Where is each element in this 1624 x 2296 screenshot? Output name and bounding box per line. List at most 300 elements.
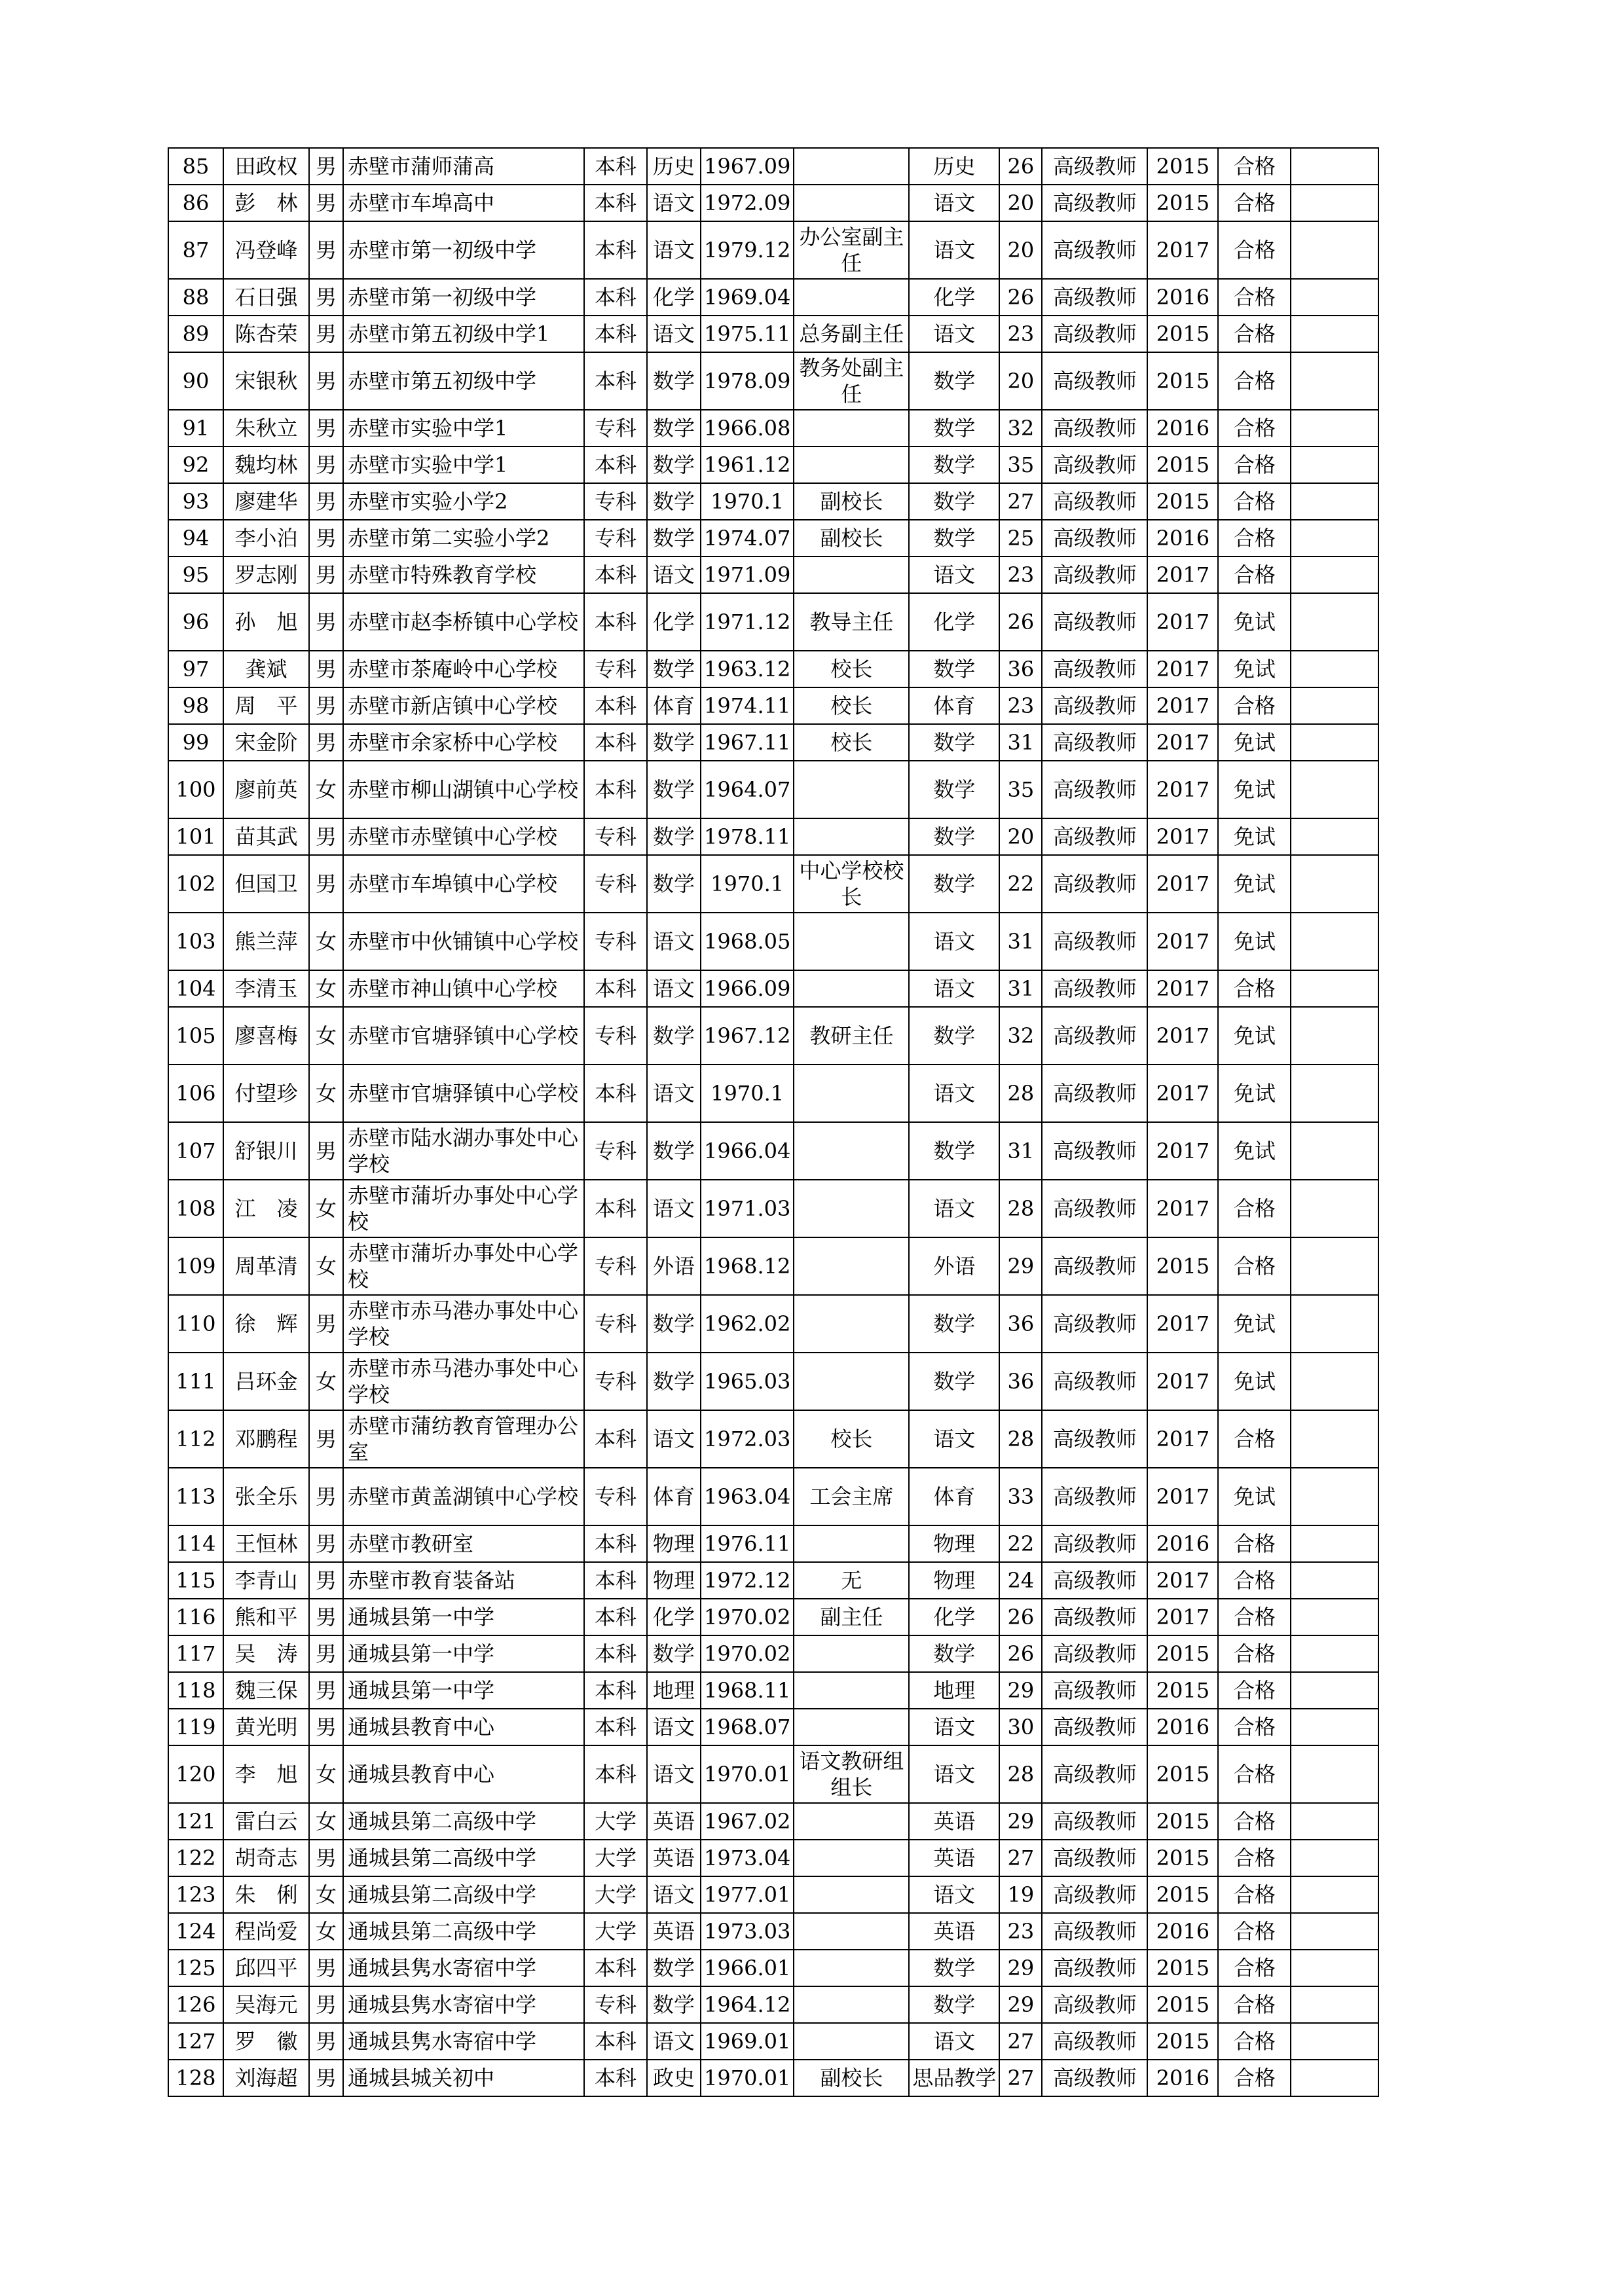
birth-date-cell: 1970.02 (701, 1599, 794, 1635)
position-cell: 校长 (794, 1410, 909, 1468)
position-cell (794, 970, 909, 1007)
title-cell: 高级教师 (1042, 1122, 1147, 1180)
empty-cell (1291, 1007, 1378, 1065)
gender-cell: 男 (309, 818, 343, 855)
result-cell: 合格 (1218, 2023, 1291, 2060)
position-cell: 校长 (794, 687, 909, 724)
major-cell: 数学 (647, 1122, 701, 1180)
position-cell: 教研主任 (794, 1007, 909, 1065)
position-cell: 副校长 (794, 520, 909, 556)
row-number-cell: 118 (168, 1672, 223, 1709)
birth-date-cell: 1969.01 (701, 2023, 794, 2060)
title-cell: 高级教师 (1042, 855, 1147, 913)
title-cell: 高级教师 (1042, 1599, 1147, 1635)
major-cell: 数学 (647, 520, 701, 556)
major-cell: 数学 (647, 818, 701, 855)
empty-cell (1291, 1950, 1378, 1986)
name-cell: 李清玉 (223, 970, 309, 1007)
school-cell: 通城县城关初中 (343, 2060, 584, 2096)
result-cell: 合格 (1218, 1803, 1291, 1840)
title-cell: 高级教师 (1042, 1353, 1147, 1410)
major-cell: 数学 (647, 1353, 701, 1410)
title-cell: 高级教师 (1042, 221, 1147, 279)
school-cell: 通城县隽水寄宿中学 (343, 1950, 584, 1986)
subject-cell: 地理 (909, 1672, 999, 1709)
title-cell: 高级教师 (1042, 1913, 1147, 1950)
year-cell: 2017 (1147, 556, 1218, 593)
gender-cell: 男 (309, 1840, 343, 1876)
teaching-years-cell: 26 (999, 1635, 1042, 1672)
year-cell: 2017 (1147, 855, 1218, 913)
year-cell: 2015 (1147, 352, 1218, 410)
position-cell: 中心学校校长 (794, 855, 909, 913)
school-cell: 赤壁市新店镇中心学校 (343, 687, 584, 724)
title-cell: 高级教师 (1042, 1709, 1147, 1745)
table-row (168, 483, 1378, 520)
gender-cell: 男 (309, 1599, 343, 1635)
teaching-years-cell: 32 (999, 410, 1042, 446)
teaching-years-cell: 23 (999, 687, 1042, 724)
gender-cell: 男 (309, 1122, 343, 1180)
title-cell: 高级教师 (1042, 724, 1147, 761)
subject-cell: 化学 (909, 279, 999, 316)
year-cell: 2015 (1147, 2023, 1218, 2060)
major-cell: 体育 (647, 687, 701, 724)
position-cell (794, 446, 909, 483)
birth-date-cell: 1970.1 (701, 1065, 794, 1122)
subject-cell: 思品教学 (909, 2060, 999, 2096)
school-cell: 通城县教育中心 (343, 1709, 584, 1745)
table-row (168, 651, 1378, 687)
year-cell: 2017 (1147, 1353, 1218, 1410)
table-row (168, 687, 1378, 724)
subject-cell: 体育 (909, 687, 999, 724)
name-cell: 石日强 (223, 279, 309, 316)
empty-cell (1291, 483, 1378, 520)
major-cell: 语文 (647, 316, 701, 352)
birth-date-cell: 1961.12 (701, 446, 794, 483)
position-cell (794, 2023, 909, 2060)
year-cell: 2017 (1147, 970, 1218, 1007)
education-cell: 本科 (584, 2023, 647, 2060)
table-row (168, 1410, 1378, 1468)
position-cell: 工会主席 (794, 1468, 909, 1525)
name-cell: 魏均林 (223, 446, 309, 483)
year-cell: 2015 (1147, 1635, 1218, 1672)
result-cell: 免试 (1218, 818, 1291, 855)
teaching-years-cell: 29 (999, 1672, 1042, 1709)
position-cell: 校长 (794, 724, 909, 761)
gender-cell: 男 (309, 185, 343, 221)
birth-date-cell: 1971.03 (701, 1180, 794, 1237)
education-cell: 本科 (584, 316, 647, 352)
gender-cell: 女 (309, 1237, 343, 1295)
result-cell: 合格 (1218, 446, 1291, 483)
table-row (168, 316, 1378, 352)
title-cell: 高级教师 (1042, 1803, 1147, 1840)
title-cell: 高级教师 (1042, 556, 1147, 593)
year-cell: 2017 (1147, 687, 1218, 724)
subject-cell: 语文 (909, 970, 999, 1007)
year-cell: 2015 (1147, 1986, 1218, 2023)
school-cell: 赤壁市赤马港办事处中心学校 (343, 1295, 584, 1353)
gender-cell: 男 (309, 221, 343, 279)
name-cell: 龚斌 (223, 651, 309, 687)
empty-cell (1291, 1353, 1378, 1410)
empty-cell (1291, 316, 1378, 352)
empty-cell (1291, 855, 1378, 913)
name-cell: 周革清 (223, 1237, 309, 1295)
row-number-cell: 106 (168, 1065, 223, 1122)
result-cell: 合格 (1218, 2060, 1291, 2096)
school-cell: 通城县第一中学 (343, 1599, 584, 1635)
school-cell: 赤壁市车埠镇中心学校 (343, 855, 584, 913)
empty-cell (1291, 1709, 1378, 1745)
table-row (168, 410, 1378, 446)
education-cell: 大学 (584, 1803, 647, 1840)
teaching-years-cell: 22 (999, 1525, 1042, 1562)
row-number-cell: 113 (168, 1468, 223, 1525)
table-row (168, 352, 1378, 410)
title-cell: 高级教师 (1042, 970, 1147, 1007)
row-number-cell: 105 (168, 1007, 223, 1065)
year-cell: 2017 (1147, 1562, 1218, 1599)
name-cell: 邓鹏程 (223, 1410, 309, 1468)
subject-cell: 数学 (909, 520, 999, 556)
row-number-cell: 108 (168, 1180, 223, 1237)
major-cell: 化学 (647, 593, 701, 651)
gender-cell: 男 (309, 1410, 343, 1468)
position-cell (794, 279, 909, 316)
major-cell: 化学 (647, 279, 701, 316)
result-cell: 合格 (1218, 1986, 1291, 2023)
row-number-cell: 88 (168, 279, 223, 316)
position-cell (794, 1237, 909, 1295)
teaching-years-cell: 35 (999, 446, 1042, 483)
empty-cell (1291, 1122, 1378, 1180)
gender-cell: 女 (309, 1876, 343, 1913)
position-cell: 教导主任 (794, 593, 909, 651)
title-cell: 高级教师 (1042, 446, 1147, 483)
name-cell: 孙 旭 (223, 593, 309, 651)
gender-cell: 男 (309, 2060, 343, 2096)
table-row (168, 2060, 1378, 2096)
empty-cell (1291, 446, 1378, 483)
row-number-cell: 93 (168, 483, 223, 520)
gender-cell: 男 (309, 1635, 343, 1672)
position-cell (794, 1986, 909, 2023)
education-cell: 本科 (584, 761, 647, 818)
name-cell: 魏三保 (223, 1672, 309, 1709)
subject-cell: 语文 (909, 1709, 999, 1745)
teaching-years-cell: 30 (999, 1709, 1042, 1745)
subject-cell: 数学 (909, 1353, 999, 1410)
result-cell: 合格 (1218, 1180, 1291, 1237)
title-cell: 高级教师 (1042, 1562, 1147, 1599)
result-cell: 合格 (1218, 1709, 1291, 1745)
empty-cell (1291, 1840, 1378, 1876)
year-cell: 2017 (1147, 1410, 1218, 1468)
result-cell: 合格 (1218, 279, 1291, 316)
birth-date-cell: 1964.07 (701, 761, 794, 818)
school-cell: 通城县第二高级中学 (343, 1913, 584, 1950)
major-cell: 外语 (647, 1237, 701, 1295)
title-cell: 高级教师 (1042, 148, 1147, 185)
empty-cell (1291, 279, 1378, 316)
position-cell (794, 1295, 909, 1353)
gender-cell: 女 (309, 1180, 343, 1237)
table-row (168, 1745, 1378, 1803)
gender-cell: 男 (309, 1562, 343, 1599)
birth-date-cell: 1971.09 (701, 556, 794, 593)
empty-cell (1291, 410, 1378, 446)
year-cell: 2015 (1147, 446, 1218, 483)
position-cell (794, 1525, 909, 1562)
birth-date-cell: 1965.03 (701, 1353, 794, 1410)
row-number-cell: 127 (168, 2023, 223, 2060)
gender-cell: 男 (309, 316, 343, 352)
empty-cell (1291, 1803, 1378, 1840)
title-cell: 高级教师 (1042, 1007, 1147, 1065)
birth-date-cell: 1971.12 (701, 593, 794, 651)
gender-cell: 女 (309, 1007, 343, 1065)
result-cell: 免试 (1218, 1468, 1291, 1525)
year-cell: 2016 (1147, 2060, 1218, 2096)
year-cell: 2017 (1147, 1065, 1218, 1122)
gender-cell: 女 (309, 1065, 343, 1122)
subject-cell: 语文 (909, 556, 999, 593)
major-cell: 物理 (647, 1562, 701, 1599)
result-cell: 合格 (1218, 1562, 1291, 1599)
education-cell: 本科 (584, 970, 647, 1007)
birth-date-cell: 1969.04 (701, 279, 794, 316)
table-row (168, 1950, 1378, 1986)
name-cell: 刘海超 (223, 2060, 309, 2096)
school-cell: 赤壁市特殊教育学校 (343, 556, 584, 593)
subject-cell: 数学 (909, 352, 999, 410)
subject-cell: 数学 (909, 483, 999, 520)
gender-cell: 女 (309, 1913, 343, 1950)
school-cell: 赤壁市官塘驿镇中心学校 (343, 1007, 584, 1065)
position-cell: 办公室副主任 (794, 221, 909, 279)
table-row (168, 1986, 1378, 2023)
education-cell: 大学 (584, 1840, 647, 1876)
teaching-years-cell: 27 (999, 1840, 1042, 1876)
row-number-cell: 86 (168, 185, 223, 221)
title-cell: 高级教师 (1042, 1635, 1147, 1672)
major-cell: 物理 (647, 1525, 701, 1562)
teaching-years-cell: 28 (999, 1410, 1042, 1468)
teaching-years-cell: 36 (999, 1295, 1042, 1353)
school-cell: 赤壁市柳山湖镇中心学校 (343, 761, 584, 818)
education-cell: 专科 (584, 1007, 647, 1065)
row-number-cell: 98 (168, 687, 223, 724)
teaching-years-cell: 26 (999, 279, 1042, 316)
name-cell: 江 凌 (223, 1180, 309, 1237)
year-cell: 2016 (1147, 520, 1218, 556)
education-cell: 专科 (584, 1295, 647, 1353)
row-number-cell: 89 (168, 316, 223, 352)
name-cell: 王恒林 (223, 1525, 309, 1562)
gender-cell: 男 (309, 520, 343, 556)
birth-date-cell: 1978.11 (701, 818, 794, 855)
empty-cell (1291, 1599, 1378, 1635)
school-cell: 赤壁市赵李桥镇中心学校 (343, 593, 584, 651)
result-cell: 免试 (1218, 1353, 1291, 1410)
major-cell: 数学 (647, 761, 701, 818)
birth-date-cell: 1970.01 (701, 2060, 794, 2096)
title-cell: 高级教师 (1042, 1410, 1147, 1468)
row-number-cell: 94 (168, 520, 223, 556)
gender-cell: 男 (309, 352, 343, 410)
teaching-years-cell: 22 (999, 855, 1042, 913)
subject-cell: 物理 (909, 1525, 999, 1562)
empty-cell (1291, 913, 1378, 970)
major-cell: 数学 (647, 352, 701, 410)
major-cell: 数学 (647, 1986, 701, 2023)
school-cell: 赤壁市官塘驿镇中心学校 (343, 1065, 584, 1122)
gender-cell: 男 (309, 855, 343, 913)
empty-cell (1291, 724, 1378, 761)
result-cell: 合格 (1218, 1672, 1291, 1709)
major-cell: 语文 (647, 970, 701, 1007)
empty-cell (1291, 2060, 1378, 2096)
subject-cell: 语文 (909, 1410, 999, 1468)
row-number-cell: 124 (168, 1913, 223, 1950)
gender-cell: 女 (309, 970, 343, 1007)
result-cell: 合格 (1218, 1599, 1291, 1635)
year-cell: 2017 (1147, 1007, 1218, 1065)
title-cell: 高级教师 (1042, 1840, 1147, 1876)
name-cell: 但国卫 (223, 855, 309, 913)
row-number-cell: 110 (168, 1295, 223, 1353)
subject-cell: 化学 (909, 593, 999, 651)
empty-cell (1291, 818, 1378, 855)
education-cell: 本科 (584, 185, 647, 221)
empty-cell (1291, 1986, 1378, 2023)
major-cell: 英语 (647, 1803, 701, 1840)
row-number-cell: 115 (168, 1562, 223, 1599)
row-number-cell: 111 (168, 1353, 223, 1410)
result-cell: 合格 (1218, 1635, 1291, 1672)
gender-cell: 女 (309, 913, 343, 970)
position-cell (794, 818, 909, 855)
year-cell: 2015 (1147, 1950, 1218, 1986)
gender-cell: 男 (309, 148, 343, 185)
school-cell: 赤壁市第一初级中学 (343, 221, 584, 279)
row-number-cell: 100 (168, 761, 223, 818)
education-cell: 大学 (584, 1913, 647, 1950)
school-cell: 赤壁市教研室 (343, 1525, 584, 1562)
position-cell (794, 1635, 909, 1672)
row-number-cell: 128 (168, 2060, 223, 2096)
name-cell: 朱秋立 (223, 410, 309, 446)
table-row (168, 1599, 1378, 1635)
school-cell: 赤壁市陆水湖办事处中心学校 (343, 1122, 584, 1180)
name-cell: 苗其武 (223, 818, 309, 855)
result-cell: 合格 (1218, 1525, 1291, 1562)
gender-cell: 女 (309, 1745, 343, 1803)
school-cell: 赤壁市实验小学2 (343, 483, 584, 520)
teaching-years-cell: 26 (999, 1599, 1042, 1635)
subject-cell: 语文 (909, 185, 999, 221)
birth-date-cell: 1972.03 (701, 1410, 794, 1468)
empty-cell (1291, 1295, 1378, 1353)
school-cell: 赤壁市教育装备站 (343, 1562, 584, 1599)
name-cell: 邱四平 (223, 1950, 309, 1986)
school-cell: 赤壁市车埠高中 (343, 185, 584, 221)
education-cell: 本科 (584, 1065, 647, 1122)
empty-cell (1291, 1468, 1378, 1525)
major-cell: 语文 (647, 913, 701, 970)
year-cell: 2015 (1147, 1840, 1218, 1876)
major-cell: 语文 (647, 185, 701, 221)
position-cell: 校长 (794, 651, 909, 687)
school-cell: 通城县隽水寄宿中学 (343, 2023, 584, 2060)
position-cell: 副主任 (794, 1599, 909, 1635)
empty-cell (1291, 520, 1378, 556)
name-cell: 吴 涛 (223, 1635, 309, 1672)
major-cell: 语文 (647, 2023, 701, 2060)
name-cell: 熊兰萍 (223, 913, 309, 970)
row-number-cell: 101 (168, 818, 223, 855)
major-cell: 语文 (647, 1745, 701, 1803)
empty-cell (1291, 1562, 1378, 1599)
name-cell: 付望珍 (223, 1065, 309, 1122)
birth-date-cell: 1977.01 (701, 1876, 794, 1913)
table-row (168, 913, 1378, 970)
year-cell: 2015 (1147, 483, 1218, 520)
gender-cell: 男 (309, 2023, 343, 2060)
gender-cell: 男 (309, 446, 343, 483)
subject-cell: 数学 (909, 724, 999, 761)
school-cell: 赤壁市神山镇中心学校 (343, 970, 584, 1007)
result-cell: 免试 (1218, 593, 1291, 651)
table-row (168, 1353, 1378, 1410)
school-cell: 赤壁市赤壁镇中心学校 (343, 818, 584, 855)
teaching-years-cell: 29 (999, 1803, 1042, 1840)
school-cell: 赤壁市蒲师蒲高 (343, 148, 584, 185)
school-cell: 赤壁市蒲纺教育管理办公室 (343, 1410, 584, 1468)
position-cell: 副校长 (794, 2060, 909, 2096)
empty-cell (1291, 1525, 1378, 1562)
row-number-cell: 90 (168, 352, 223, 410)
school-cell: 赤壁市茶庵岭中心学校 (343, 651, 584, 687)
result-cell: 合格 (1218, 483, 1291, 520)
major-cell: 英语 (647, 1913, 701, 1950)
birth-date-cell: 1970.02 (701, 1635, 794, 1672)
row-number-cell: 99 (168, 724, 223, 761)
school-cell: 赤壁市第一初级中学 (343, 279, 584, 316)
year-cell: 2015 (1147, 1803, 1218, 1840)
education-cell: 本科 (584, 556, 647, 593)
teaching-years-cell: 31 (999, 724, 1042, 761)
birth-date-cell: 1963.04 (701, 1468, 794, 1525)
name-cell: 朱 俐 (223, 1876, 309, 1913)
result-cell: 合格 (1218, 352, 1291, 410)
gender-cell: 男 (309, 593, 343, 651)
gender-cell: 男 (309, 1672, 343, 1709)
education-cell: 本科 (584, 1672, 647, 1709)
year-cell: 2015 (1147, 185, 1218, 221)
position-cell (794, 1672, 909, 1709)
row-number-cell: 91 (168, 410, 223, 446)
title-cell: 高级教师 (1042, 1525, 1147, 1562)
year-cell: 2016 (1147, 1525, 1218, 1562)
name-cell: 冯登峰 (223, 221, 309, 279)
title-cell: 高级教师 (1042, 410, 1147, 446)
position-cell: 语文教研组组长 (794, 1745, 909, 1803)
